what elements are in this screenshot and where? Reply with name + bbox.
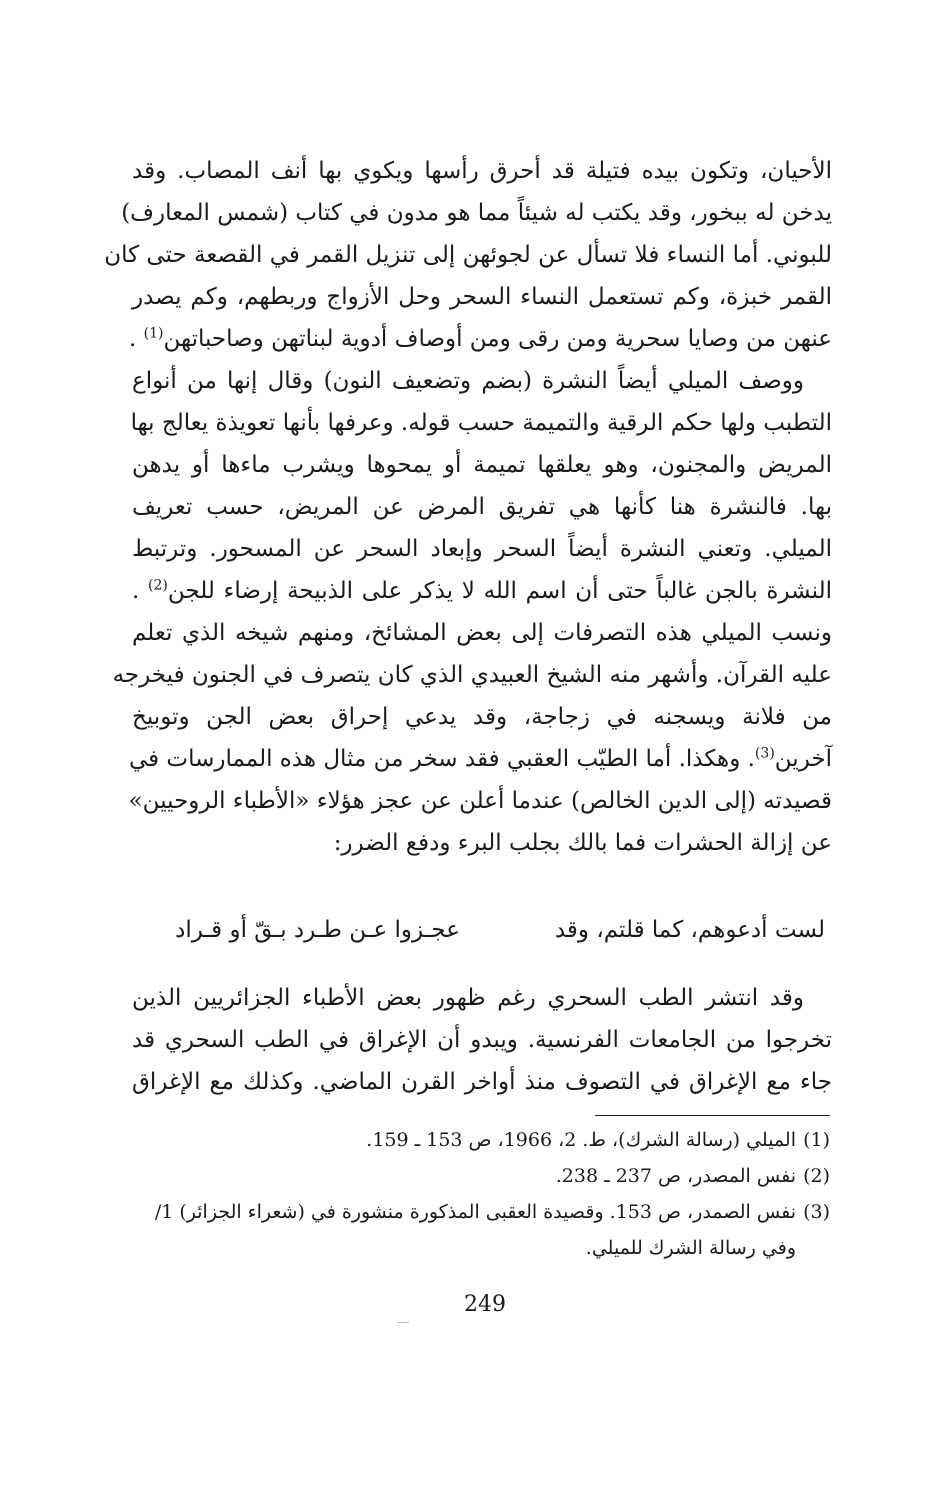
text-line: عن إزالة الحشرات فما بالك بجلب البرء ودفع الضرر: [333, 830, 832, 856]
text-line: ووصف الميلي أيضاً النشرة (بضم وتضعيف النون) وقال إنها من أنواع [132, 368, 804, 394]
text-line: التطبب ولها حكم الرقية والتميمة حسب قوله. وعرفها بأنها تعويذة يعالج بها [130, 410, 832, 436]
text-line: للبوني. أما النساء فلا تسأل عن لجوئهن إلى تنزيل القمر في القصعة حتى كان [104, 242, 832, 268]
text-line [128, 318, 832, 360]
paragraph-1 [104, 150, 832, 360]
text-line: يدخن له ببخور، وقد يكتب له شيئاً مما هو مدون في كتاب (شمس المعارف) [121, 200, 832, 226]
footnote-separator [595, 1115, 830, 1116]
footnote-2 [132, 1158, 830, 1194]
text-line-body: عنهن من وصايا سحرية ومن رقى ومن أوصاف أدوية لبناتهن وصاحباتهن [163, 326, 832, 352]
text-line: القمر خبزة، وكم تستعمل النساء السحر وحل الأزواج وربطهم، وكم يصدر [132, 284, 832, 310]
paragraph-2 [112, 360, 833, 864]
page-number: 249 [464, 1292, 506, 1317]
text-line [128, 738, 832, 780]
text-line-tail: . [128, 326, 144, 352]
text-line: من فلانة ويسجنه في زجاجة، وقد يدعي إحراق بعض الجن وتوبيخ [132, 704, 832, 730]
text-line: وقد انتشر الطب السحري رغم ظهور بعض الأطباء الجزائريين الذين [132, 985, 804, 1011]
footnote-text: نفس الصمدر، ص 153. وقصيدة العقبى المذكورة منشورة في (شعراء الجزائر) 1/ [154, 1201, 796, 1223]
footnote-ref: (1) [143, 325, 164, 342]
footnote-text: نفس المصدر، ص 237 ـ 238. [555, 1165, 796, 1187]
footnote-text: الميلي (رسالة الشرك)، ط. 2، 1966، ص 153 ـ 159. [366, 1129, 796, 1151]
paragraph-3 [132, 977, 832, 1103]
scan-mark [397, 1322, 409, 1323]
footnote-number: (3) [803, 1201, 830, 1223]
footnote-ref: (2) [148, 577, 168, 594]
text-line: قصيدته (إلى الدين الخالص) عندما أعلن عن عجز هؤلاء «الأطباء الروحيين» [128, 788, 832, 814]
text-line: تخرجوا من الجامعات الفرنسية. ويبدو أن الإغراق في الطب السحري قد [132, 1027, 832, 1053]
text-line: الميلي. وتعني النشرة أيضاً السحر وإبعاد السحر عن المسحور. وترتبط [132, 536, 832, 562]
text-line: ونسب الميلي هذه التصرفات إلى بعض المشائخ، ومنهم شيخه الذي تعلم [132, 620, 832, 646]
footnote-number: (1) [803, 1129, 830, 1151]
verse-first-hemistich: لست أدعوهم، كما قلتم، وقد [554, 917, 825, 943]
verse-second-hemistich: عجـزوا عـن طـرد بـقّ أو قـراد [175, 917, 460, 943]
text-line: المريض والمجنون، وهو يعلقها تميمة أو يمحوها ويشرب ماءها أو يدهن [132, 452, 832, 478]
text-line: جاء مع الإغراق في التصوف منذ أواخر القرن الماضي. وكذلك مع الإغراق [132, 1069, 832, 1095]
text-line [132, 570, 832, 612]
footnote-number: (2) [803, 1165, 830, 1187]
footnote-3 [132, 1194, 830, 1230]
footnote-3-continuation: وفي رسالة الشرك للميلي. [585, 1237, 796, 1259]
text-line: الأحيان، وتكون بيده فتيلة قد أحرق رأسها ويكوي بها أنف المصاب. وقد [132, 158, 832, 184]
poem-verse [150, 905, 830, 955]
text-line-body: آخرين [774, 746, 832, 772]
text-line-tail: . [132, 578, 149, 604]
text-line: عليه القرآن. وأشهر منه الشيخ العبيدي الذي كان يتصرف في الجنون فيخرجه [112, 662, 832, 688]
text-line: بها. فالنشرة هنا كأنها هي تفريق المرض عن المريض، حسب تعريف [132, 494, 832, 520]
footnote-1 [132, 1122, 830, 1158]
text-line-body: النشرة بالجن غالباً حتى أن اسم الله لا يذكر على الذبيحة إرضاء للجن [167, 578, 833, 604]
footnote-ref: (3) [754, 745, 775, 762]
text-line-tail: . وهكذا. أما الطيّب العقبي فقد سخر من مثال هذه الممارسات في [128, 746, 755, 772]
